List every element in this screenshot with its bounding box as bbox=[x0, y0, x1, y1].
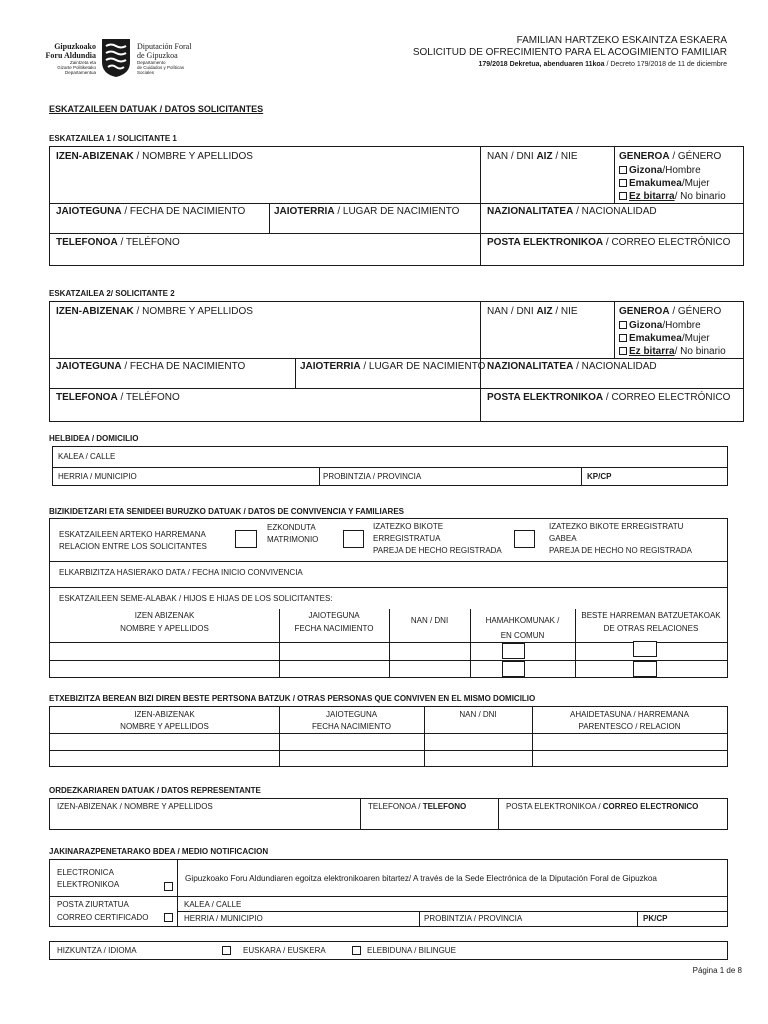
shield-logo-icon bbox=[101, 38, 131, 78]
representative-table bbox=[49, 798, 728, 830]
address-province-field[interactable]: PROBINTZIA / PROVINCIA bbox=[323, 472, 422, 481]
logo-right-line4: de Cuidados y Políticas bbox=[137, 65, 185, 70]
applicant2-dni-field[interactable]: NAN / DNI AIZ / NIE bbox=[487, 306, 578, 317]
children-col-dni: NAN / DNI bbox=[410, 616, 449, 625]
unregistered-label-line2: GABEA bbox=[549, 534, 577, 543]
applicant1-table bbox=[49, 146, 744, 266]
applicant1-dni-field[interactable]: NAN / DNI AIZ / NIE bbox=[487, 151, 578, 162]
address-postcode-field[interactable]: KP/CP bbox=[587, 472, 612, 481]
applicant1-gender-nonbinary[interactable]: Ez bitarra/ No binario bbox=[619, 190, 726, 203]
applicant1-email-field[interactable]: POSTA ELEKTRONIKOA / CORREO ELECTRÓNICO bbox=[487, 237, 731, 248]
header-title-es: SOLICITUD DE OFRECIMIENTO PARA EL ACOGIMIENTO FAMILIAR bbox=[412, 47, 727, 58]
applicant1-gender-male[interactable]: Gizona/Hombre bbox=[619, 164, 701, 177]
logo-left-line2: Foru Aldundia bbox=[45, 51, 96, 60]
notification-postal-line2: CORREO CERTIFICADO bbox=[57, 913, 149, 922]
applicant2-gender-male[interactable]: Gizona/Hombre bbox=[619, 319, 701, 332]
applicant1-birthplace-field[interactable]: JAIOTERRIA / LUGAR DE NACIMIENTO bbox=[274, 206, 460, 217]
marriage-checkbox[interactable] bbox=[235, 530, 257, 548]
checkbox-icon[interactable] bbox=[619, 334, 627, 342]
others-col-name: IZEN-ABIZENAK NOMBRE Y APELLIDOS bbox=[120, 710, 209, 731]
applicant2-gender-label: GENEROA / GÉNERO bbox=[619, 306, 722, 317]
language-basque-label: EUSKARA / EUSKERA bbox=[243, 946, 326, 955]
applicant2-name-field[interactable]: IZEN-ABIZENAK / NOMBRE Y APELLIDOS bbox=[56, 306, 253, 317]
applicant2-nationality-field[interactable]: NAZIONALITATEA / NACIONALIDAD bbox=[487, 361, 657, 372]
notification-electronic-line1: ELECTRONICA bbox=[57, 868, 114, 877]
logo-left-text bbox=[40, 42, 96, 75]
notification-postcode-field[interactable]: PK/CP bbox=[643, 914, 668, 923]
page-number: Página 1 de 8 bbox=[692, 966, 742, 975]
registered-label-line3: PAREJA DE HECHO REGISTRADA bbox=[373, 546, 502, 555]
checkbox-icon[interactable] bbox=[619, 347, 627, 355]
header-decree bbox=[478, 60, 727, 69]
applicant2-title: ESKATZAILEA 2/ SOLICITANTE 2 bbox=[49, 289, 175, 298]
applicant2-phone-field[interactable]: TELEFONOA / TELÉFONO bbox=[56, 392, 180, 403]
language-table bbox=[49, 941, 728, 960]
children-col-other: BESTE HARREMAN BATZUETAKOAK DE OTRAS RELACIONES bbox=[581, 611, 721, 633]
unregistered-couple-checkbox[interactable] bbox=[514, 530, 535, 548]
applicant1-birthdate-field[interactable]: JAIOTEGUNA / FECHA DE NACIMIENTO bbox=[56, 206, 246, 217]
applicant2-birthplace-field[interactable]: JAIOTERRIA / LUGAR DE NACIMIENTO bbox=[300, 361, 486, 372]
address-town-field[interactable]: HERRIA / MUNICIPIO bbox=[58, 472, 137, 481]
notification-postal-checkbox[interactable] bbox=[164, 913, 173, 922]
notification-table bbox=[49, 859, 728, 927]
logo-left-line3: Gizarte Politiketako bbox=[57, 65, 96, 70]
header bbox=[0, 0, 768, 90]
others-col-relation: AHAIDETASUNA / HARREMANA PARENTESCO / RELACION bbox=[570, 710, 689, 731]
representative-name-field[interactable]: IZEN-ABIZENAK / NOMBRE Y APELLIDOS bbox=[57, 802, 213, 811]
others-table bbox=[49, 706, 728, 767]
children-col-common: HAMAHKOMUNAK / EN COMUN bbox=[485, 616, 560, 640]
cohabitation-title: BIZIKIDETZARI ETA SENIDEEI BURUZKO DATUAK / DATOS DE CONVIVENCIA Y FAMILIARES bbox=[49, 507, 404, 516]
representative-email-field[interactable]: POSTA ELEKTRONIKOA / CORREO ELECTRONICO bbox=[506, 802, 699, 811]
notification-title: JAKINARAZPENETARAKO BDEA / MEDIO NOTIFICACION bbox=[49, 847, 269, 856]
checkbox-icon[interactable] bbox=[619, 179, 627, 187]
decree-es: Decreto 179/2018 de 11 de diciembre bbox=[610, 61, 727, 68]
logo-right-line2: de Gipuzkoa bbox=[137, 51, 178, 60]
applicant2-table bbox=[49, 301, 744, 422]
checkbox-icon[interactable] bbox=[619, 166, 627, 174]
logo-right-text bbox=[137, 42, 217, 75]
applicant1-gender-label: GENEROA / GÉNERO bbox=[619, 151, 722, 162]
representative-title: ORDEZKARIAREN DATUAK / DATOS REPRESENTANTE bbox=[49, 786, 261, 795]
children-title: ESKATZAILEEN SEME-ALABAK / HIJOS E HIJAS DE LOS SOLICITANTES: bbox=[59, 594, 333, 603]
notification-province-field[interactable]: PROBINTZIA / PROVINCIA bbox=[424, 914, 523, 923]
notification-electronic-text: Gipuzkoako Foru Aldundiaren egoitza elektronikoaren bitartez/ A través de la Sede Electrónica de la Diputación Foral de Gipuzkoa bbox=[185, 874, 657, 883]
checkbox-icon[interactable] bbox=[619, 192, 627, 200]
child2-common-checkbox[interactable] bbox=[502, 661, 525, 677]
decree-separator: / bbox=[604, 61, 611, 68]
applicant2-gender-nonbinary[interactable]: Ez bitarra/ No binario bbox=[619, 345, 726, 358]
children-col-birthdate: JAIOTEGUNA FECHA NACIMIENTO bbox=[294, 611, 374, 633]
logo-left-line3pre: Zaintzeta eta bbox=[69, 60, 96, 65]
notification-electronic-line2: ELEKTRONIKOA bbox=[57, 880, 120, 889]
applicant1-gender-female[interactable]: Emakumea/Mujer bbox=[619, 177, 710, 190]
language-label: HIZKUNTZA / IDIOMA bbox=[57, 946, 137, 955]
child2-other-checkbox[interactable] bbox=[633, 661, 657, 677]
child1-other-checkbox[interactable] bbox=[633, 641, 657, 657]
notification-postal-line1: POSTA ZIURTATUA bbox=[57, 900, 129, 909]
notification-street-field[interactable]: KALEA / CALLE bbox=[184, 900, 242, 909]
notification-town-field[interactable]: HERRIA / MUNICIPIO bbox=[184, 914, 263, 923]
applicant1-name-field[interactable]: IZEN-ABIZENAK / NOMBRE Y APELLIDOS bbox=[56, 151, 253, 162]
child1-common-checkbox[interactable] bbox=[502, 643, 525, 659]
others-title: ETXEBIZITZA BEREAN BIZI DIREN BESTE PERTSONA BATZUK / OTRAS PERSONAS QUE CONVIVEN EN EL MISMO DOMICILIO bbox=[49, 694, 536, 703]
logo-right-line5: Sociales bbox=[137, 70, 155, 75]
applicant2-birthdate-field[interactable]: JAIOTEGUNA / FECHA DE NACIMIENTO bbox=[56, 361, 246, 372]
others-col-dni: NAN / DNI bbox=[459, 710, 497, 719]
representative-phone-field[interactable]: TELEFONOA / TELEFONO bbox=[368, 802, 467, 811]
address-title: HELBIDEA / DOMICILIO bbox=[49, 434, 139, 443]
unregistered-label-line1: IZATEZKO BIKOTE ERREGISTRATU bbox=[549, 522, 684, 531]
applicant2-email-field[interactable]: POSTA ELEKTRONIKOA / CORREO ELECTRÓNICO bbox=[487, 392, 731, 403]
unregistered-label-line3: PAREJA DE HECHO NO REGISTRADA bbox=[549, 546, 692, 555]
checkbox-icon[interactable] bbox=[619, 321, 627, 329]
relation-label-line1: ESKATZAILEEN ARTEKO HARREMANA bbox=[59, 530, 206, 539]
logo-right-line1: Diputación Foral bbox=[137, 42, 192, 51]
cohabitation-start-date-field[interactable]: ELKARBIZITZA HASIERAKO DATA / FECHA INICIO CONVIVENCIA bbox=[59, 568, 303, 577]
decree-eu: 179/2018 Dekretua, abenduaren 11koa bbox=[478, 61, 605, 68]
others-col-birthdate: JAIOTEGUNA FECHA NACIMIENTO bbox=[312, 710, 391, 731]
address-table bbox=[52, 446, 728, 486]
header-title-eu: FAMILIAN HARTZEKO ESKAINTZA ESKAERA bbox=[516, 35, 727, 46]
registered-label-line2: ERREGISTRATUA bbox=[373, 534, 441, 543]
marriage-label-line2: MATRIMONIO bbox=[267, 535, 319, 544]
logo-left-line1: Gipuzkoako bbox=[54, 42, 96, 51]
applicant1-nationality-field[interactable]: NAZIONALITATEA / NACIONALIDAD bbox=[487, 206, 657, 217]
cohabitation-table bbox=[49, 518, 728, 678]
applicant1-title: ESKATZAILEA 1 / SOLICITANTE 1 bbox=[49, 134, 177, 143]
language-basque-checkbox[interactable] bbox=[222, 946, 231, 955]
relation-label-line2: RELACION ENTRE LOS SOLICITANTES bbox=[59, 542, 207, 551]
language-bilingual-checkbox[interactable] bbox=[352, 946, 361, 955]
logo-left-line4: Departamentua bbox=[64, 70, 96, 75]
marriage-label-line1: EZKONDUTA bbox=[267, 523, 316, 532]
registered-label-line1: IZATEZKO BIKOTE bbox=[373, 522, 444, 531]
address-street-field[interactable]: KALEA / CALLE bbox=[58, 452, 116, 461]
registered-couple-checkbox[interactable] bbox=[343, 530, 364, 548]
applicant1-phone-field[interactable]: TELEFONOA / TELÉFONO bbox=[56, 237, 180, 248]
applicant2-gender-female[interactable]: Emakumea/Mujer bbox=[619, 332, 710, 345]
applicants-section-title: ESKATZAILEEN DATUAK / DATOS SOLICITANTES bbox=[49, 104, 264, 114]
notification-electronic-checkbox[interactable] bbox=[164, 882, 173, 891]
language-bilingual-label: ELEBIDUNA / BILINGUE bbox=[367, 946, 456, 955]
children-col-name: IZEN ABIZENAK NOMBRE Y APELLIDOS bbox=[120, 611, 209, 633]
logo-right-line3: Departamento bbox=[137, 60, 166, 65]
